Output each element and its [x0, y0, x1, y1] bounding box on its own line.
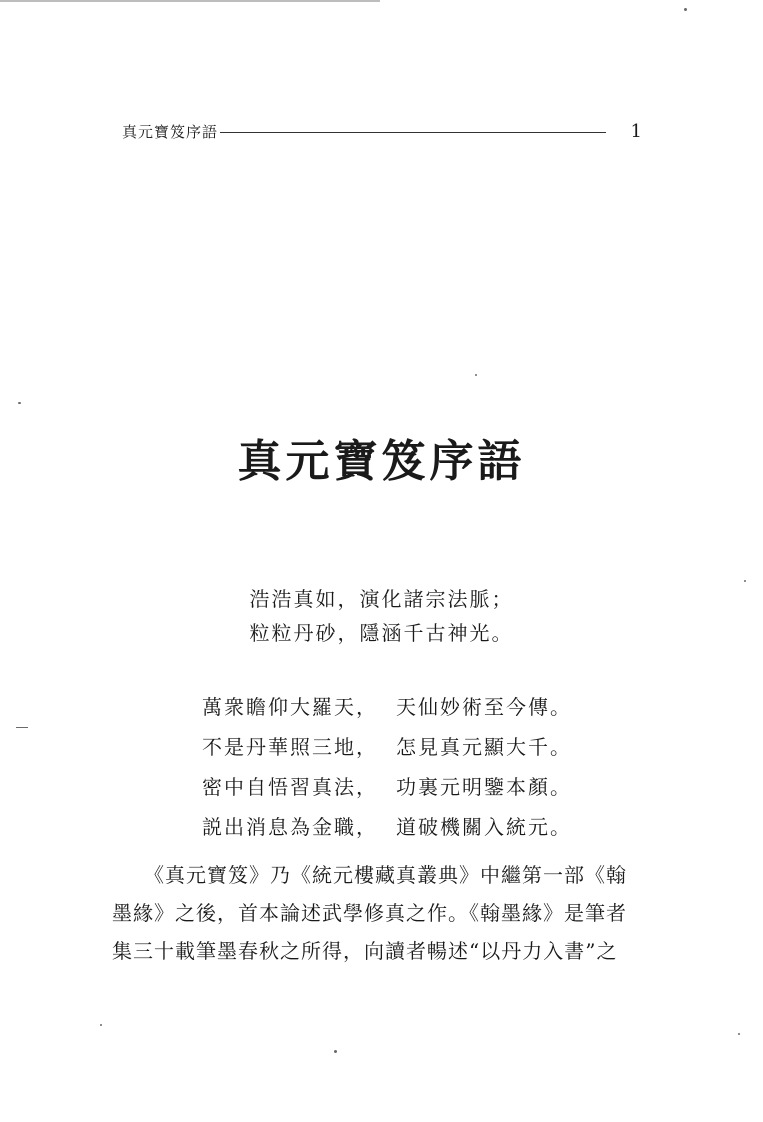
body-paragraph [112, 856, 664, 970]
verse-line-left: 密中自悟習真法， [202, 775, 378, 799]
scan-speck [18, 402, 21, 404]
scan-speck [334, 1050, 337, 1053]
verse-line-right: 功裏元明鑒本顏。 [396, 775, 572, 799]
running-header [122, 119, 642, 143]
scan-speck [16, 727, 28, 728]
paragraph-line: 集三十載筆墨春秋之所得，向讀者暢述“以丹力入書”之 [112, 939, 618, 963]
header-title: 真元寶笈序語 [122, 122, 219, 141]
couplet-line: 浩浩真如，演化諸宗法脈； [249, 587, 514, 611]
verse-row [202, 687, 572, 727]
couplet-line: 粒粒丹砂，隱涵千古神光。 [249, 621, 514, 645]
scan-speck [475, 374, 477, 376]
verse-line-right: 道破機關入統元。 [396, 815, 572, 839]
paragraph-line: 墨緣》之後，首本論述武學修真之作。《翰墨緣》是筆者 [112, 901, 627, 925]
opening-couplet [0, 582, 763, 650]
verse-block [202, 687, 572, 847]
verse-line-left: 説出消息為金職， [202, 815, 378, 839]
verse-row [202, 727, 572, 767]
verse-line-left: 不是丹華照三地， [202, 735, 378, 759]
header-rule [220, 132, 606, 133]
scan-speck [738, 1033, 740, 1035]
verse-line-left: 萬衆瞻仰大羅天， [202, 695, 378, 719]
page-number: 1 [630, 120, 642, 142]
page-title: 真元寶笈序語 [237, 436, 526, 487]
scan-edge-line [0, 0, 380, 2]
verse-row [202, 767, 572, 807]
scan-speck [684, 8, 687, 11]
scan-speck [744, 580, 746, 582]
verse-line-right: 怎見真元顯大千。 [396, 735, 572, 759]
scan-speck [100, 1024, 102, 1026]
paragraph-line: 《真元寶笈》乃《統元樓藏真叢典》中繼第一部《翰 [144, 863, 627, 887]
verse-line-right: 天仙妙術至今傳。 [396, 695, 572, 719]
verse-row [202, 807, 572, 847]
